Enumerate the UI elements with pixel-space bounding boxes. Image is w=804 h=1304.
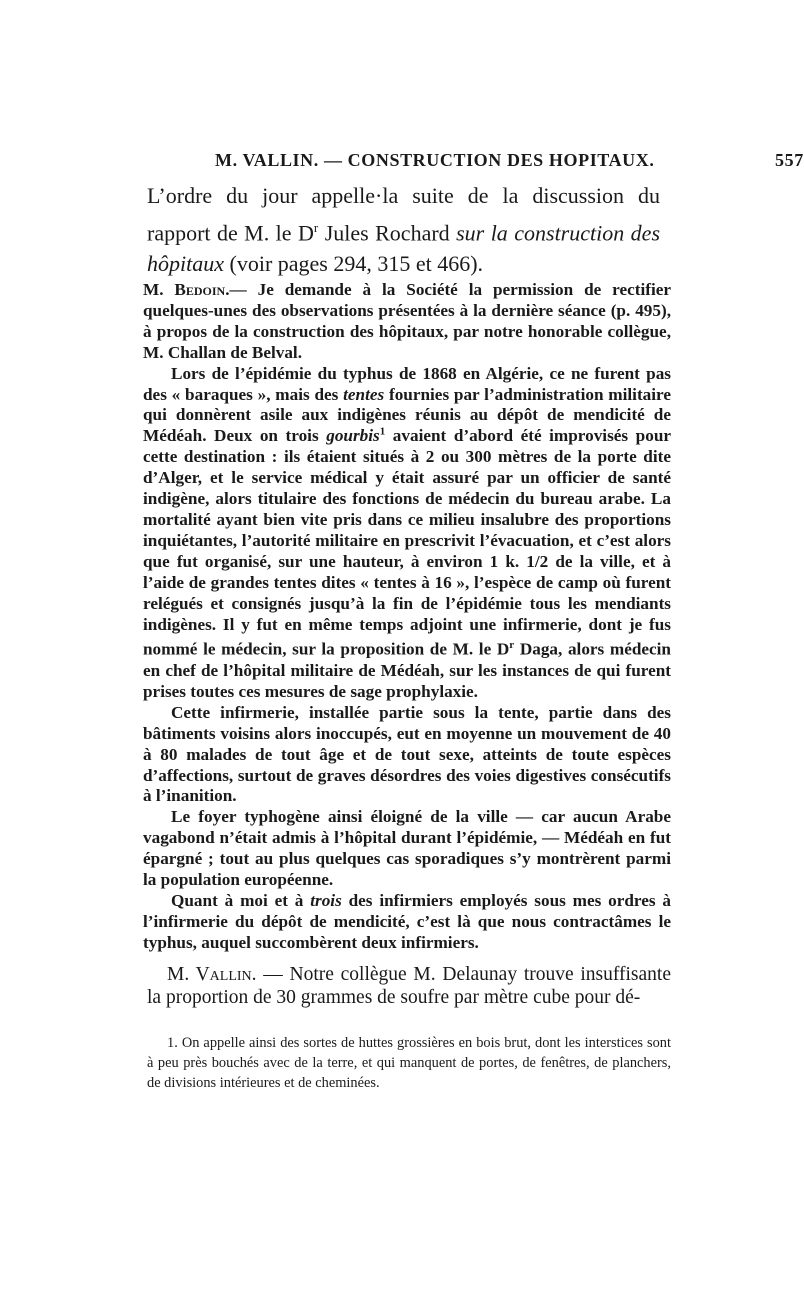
- intro-text: L’ordre du jour appelle·la suite de la discussion du rapport de M. le D: [147, 183, 660, 245]
- page-number: 557: [775, 150, 804, 170]
- paragraph: [143, 280, 671, 364]
- bedoin-remarks: [143, 280, 671, 954]
- paragraph-text: Quant à moi et à: [171, 891, 311, 911]
- vallin-remarks: [147, 963, 671, 1009]
- paragraph: [143, 364, 671, 703]
- footnote-reference: 1: [379, 425, 386, 438]
- doctor-superscript: r: [313, 219, 319, 235]
- footnote-text: 1. On appelle ainsi des sortes de huttes grossières en bois brut, dont les interstices sont à peu près bouchés avec de la terre, et qui manquent de portes, de fenêtres, de planchers, de divisions intérieures et de cheminées.: [147, 1035, 671, 1091]
- paragraph-text: fournies par l’administration militaire qui donnèrent asile aux indigènes réunis au dépôt de mendicité de Médéah. Deux on trois: [143, 384, 671, 446]
- intro-text: (voir pages 294, 315 et 466).: [224, 251, 484, 277]
- running-head: M. VALLIN. — CONSTRUCTION DES HOPITAUX.: [215, 150, 655, 170]
- paragraph-text: — Je demande à la Société la permission de rectifier quelques-unes des observations présentées à la dernière séance (p. 495), à propos de la construction des hôpitaux, par notre honorable collègue, M. Challan de Belval.: [143, 280, 672, 362]
- paragraph: [143, 891, 671, 954]
- footnote: [147, 1033, 671, 1093]
- paragraph-text: des infirmiers employés sous mes ordres à l’infirmerie du dépôt de mendicité, c’est là que nous contractâmes le typhus, auquel succombèrent deux infirmiers.: [143, 891, 672, 952]
- paragraph: Le foyer typhogène ainsi éloigné de la ville — car aucun Arabe vagabond n’était admis à l’hôpital durant l’épidémie, — Médéah en fut épargné ; tout au plus quelques cas sporadiques s’y montrèrent parmi la population européenne.: [143, 807, 671, 890]
- paragraph: Cette infirmerie, installée partie sous la tente, partie dans des bâtiments voisins alors inoccupés, eut en moyenne un mouvement de 40 à 80 malades de tout âge et de tout sexe, atteints de toute espèces d’affections, surtout de graves désordres des voies digestives consécutifs à l’inanition.: [143, 702, 671, 806]
- report-title: sur la construction des hôpitaux: [147, 219, 661, 277]
- speaker-name: M. Bedoin.: [143, 280, 230, 299]
- speaker-name: M. Vallin.: [167, 964, 257, 985]
- doctor-superscript: r: [509, 639, 515, 652]
- emphasis: tentes: [343, 384, 385, 404]
- order-of-day-paragraph: [147, 180, 660, 280]
- paragraph-text: — Notre collègue M. Delaunay trouve insuffisante la proportion de 30 grammes de soufre par mètre cube pour dé-: [147, 964, 671, 1008]
- paragraph-text: avaient d’abord été improvisés pour cette destination : ils étaient situés à 2 ou 300 mètres de la porte dite d’Alger, et le service médical y était assuré par un officier de santé indigène, alors titulaire des fonctions de médecin du bureau arabe. La mortalité ayant bien vite pris dans ce milieu insalubre des proportions inquiétantes, l’autorité militaire en prescrivit l’évacuation, et c’est alors que fut organisé, sur une hauteur, à environ 1 k. 1/2 de la ville, et à l’aide de grandes tentes dites « tentes à 16 », l’espèce de camp où furent relégués et consignés jusqu’à la fin de l’épidémie tous les mendiants indigènes. Il y fut en même temps adjoint une infirmerie, dont je fus nommé le médecin, sur la proposition de M. le D: [143, 426, 672, 660]
- emphasis: trois: [310, 891, 342, 911]
- intro-text: Jules Rochard: [318, 219, 457, 245]
- paragraph-text: Daga, alors médecin en chef de l’hôpital militaire de Médéah, sur les instances de qui furent prises toutes ces mesures de sage prophylaxie.: [143, 640, 671, 701]
- paragraph-text: Lors de l’épidémie du typhus de 1868 en Algérie, ce ne furent pas des « baraques », mais des: [143, 363, 671, 404]
- emphasis: gourbis: [326, 426, 380, 446]
